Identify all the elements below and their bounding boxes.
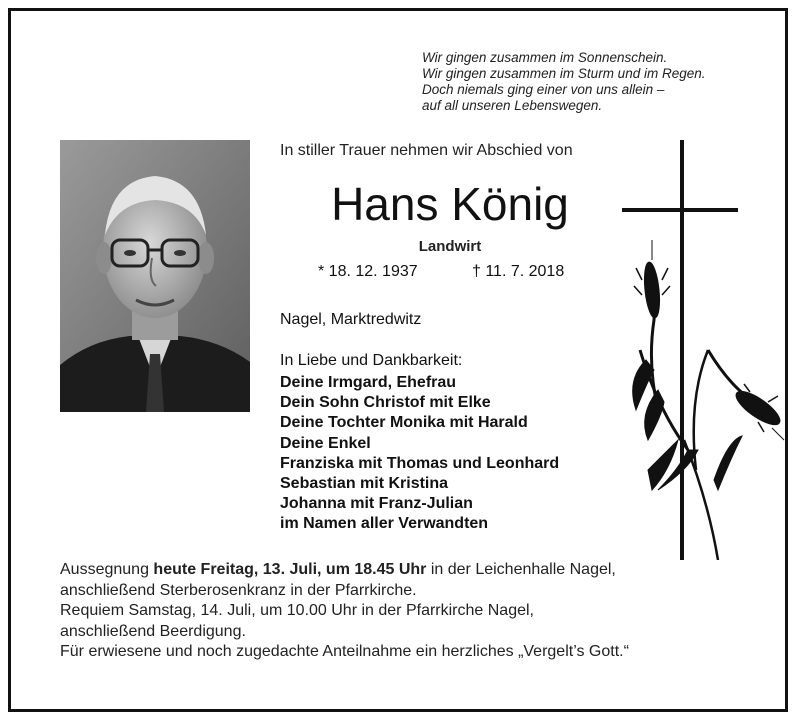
blessing-notice bbox=[60, 560, 760, 601]
intro-text: In stiller Trauer nehmen wir Abschied von bbox=[280, 142, 573, 159]
mourner-line: Deine Irmgard, Ehefrau bbox=[280, 374, 457, 391]
mourner-line: Dein Sohn Christof mit Elke bbox=[280, 394, 491, 412]
mourner-line: Deine Enkel bbox=[280, 434, 371, 452]
mourner-line: Johanna mit Franz-Julian bbox=[280, 495, 473, 513]
mourners-list bbox=[280, 373, 559, 535]
location: Nagel, Marktredwitz bbox=[280, 311, 422, 328]
blessing-line2: anschließend Sterberosenkranz in der Pfarrkirche. bbox=[60, 581, 417, 599]
cross-icon bbox=[622, 140, 738, 560]
birth-date: * 18. 12. 1937 bbox=[318, 263, 418, 280]
poem-line: Doch niemals ging einer von uns allein – bbox=[422, 82, 665, 97]
mourner-line: im Namen aller Verwandten bbox=[280, 515, 489, 533]
poem-line: Wir gingen zusammen im Sonnenschein. bbox=[422, 50, 668, 65]
service-notices bbox=[60, 560, 760, 663]
death-date: † 11. 7. 2018 bbox=[472, 263, 565, 280]
occupation: Landwirt bbox=[418, 238, 482, 255]
memorial-poem bbox=[422, 50, 782, 114]
deceased-name: Hans König bbox=[331, 178, 569, 230]
poem-line: Wir gingen zusammen im Sturm und im Regen. bbox=[422, 66, 706, 81]
blessing-datetime: heute Freitag, 13. Juli, um 18.45 Uhr bbox=[153, 561, 427, 578]
requiem-notice bbox=[60, 601, 760, 642]
mourners-heading: In Liebe und Dankbarkeit: bbox=[280, 352, 463, 369]
requiem-line1: Requiem Samstag, 14. Juli, um 10.00 Uhr in der Pfarrkirche Nagel, bbox=[60, 602, 534, 619]
poem-line: auf all unseren Lebenswegen. bbox=[422, 98, 603, 113]
cross-with-wheat bbox=[618, 140, 788, 560]
mourner-line: Sebastian mit Kristina bbox=[280, 475, 449, 493]
thanks-notice: Für erwiesene und noch zugedachte Anteilnahme ein herzliches „Vergelt’s Gott.“ bbox=[60, 643, 629, 660]
mourner-line: Deine Tochter Monika mit Harald bbox=[280, 414, 528, 432]
mourner-line: Franziska mit Thomas und Leonhard bbox=[280, 454, 560, 472]
wheat-icon bbox=[633, 240, 785, 560]
portrait-photo bbox=[60, 140, 250, 412]
blessing-suffix: in der Leichenhalle Nagel, bbox=[430, 561, 616, 578]
blessing-prefix: Aussegnung bbox=[60, 561, 149, 578]
requiem-line2: anschließend Beerdigung. bbox=[60, 622, 246, 640]
